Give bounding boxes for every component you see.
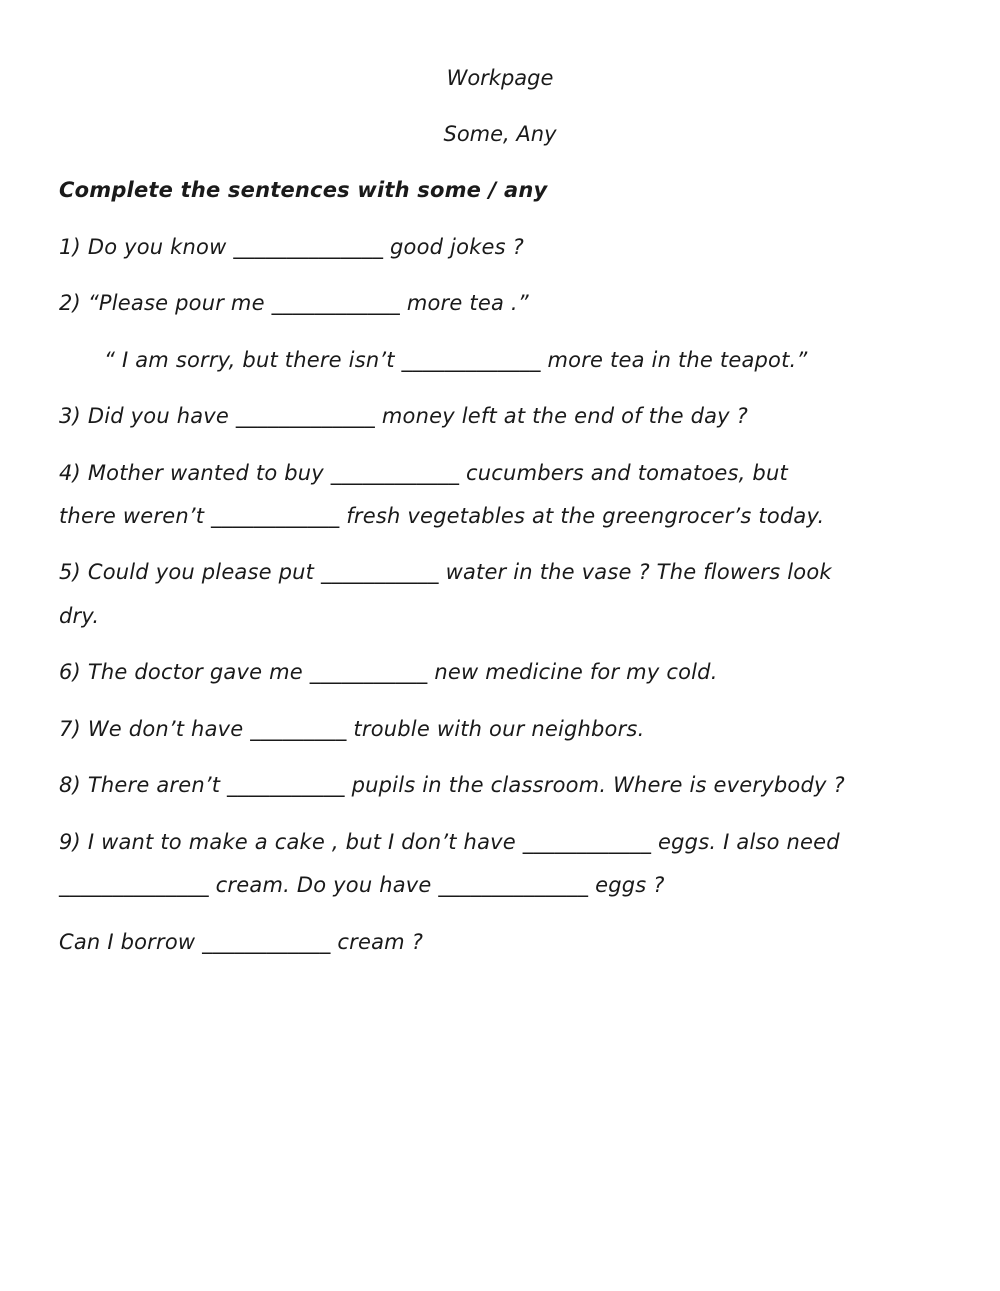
exercise-line-3: 3) Did you have _____________ money left at the end of the day ? bbox=[59, 404, 749, 428]
exercise-line-8: 8) There aren’t ___________ pupils in the classroom. Where is everybody ? bbox=[59, 773, 845, 797]
exercise-line-9b: ______________ cream. Do you have ______________ eggs ? bbox=[59, 873, 665, 897]
instruction-text: Complete the sentences with some / any bbox=[59, 178, 548, 202]
exercise-line-9c: Can I borrow ____________ cream ? bbox=[59, 930, 424, 954]
exercise-line-2-reply: “ I am sorry, but there isn’t _____________ more tea in the teapot.” bbox=[104, 348, 808, 372]
exercise-line-6: 6) The doctor gave me ___________ new medicine for my cold. bbox=[59, 660, 718, 684]
exercise-line-2: 2) “Please pour me ____________ more tea .” bbox=[59, 291, 529, 315]
exercise-line-4a: 4) Mother wanted to buy ____________ cucumbers and tomatoes, but bbox=[59, 461, 788, 485]
page-subtitle: Some, Any bbox=[443, 122, 557, 146]
exercise-line-5a: 5) Could you please put ___________ water in the vase ? The flowers look bbox=[59, 560, 832, 584]
page-title: Workpage bbox=[446, 66, 554, 90]
exercise-line-7: 7) We don’t have _________ trouble with our neighbors. bbox=[59, 717, 645, 741]
exercise-line-9a: 9) I want to make a cake , but I don’t have ____________ eggs. I also need bbox=[59, 830, 840, 854]
exercise-line-1: 1) Do you know ______________ good jokes ? bbox=[59, 235, 524, 259]
exercise-line-4b: there weren’t ____________ fresh vegetables at the greengrocer’s today. bbox=[59, 504, 825, 528]
exercise-line-5b: dry. bbox=[59, 604, 100, 628]
